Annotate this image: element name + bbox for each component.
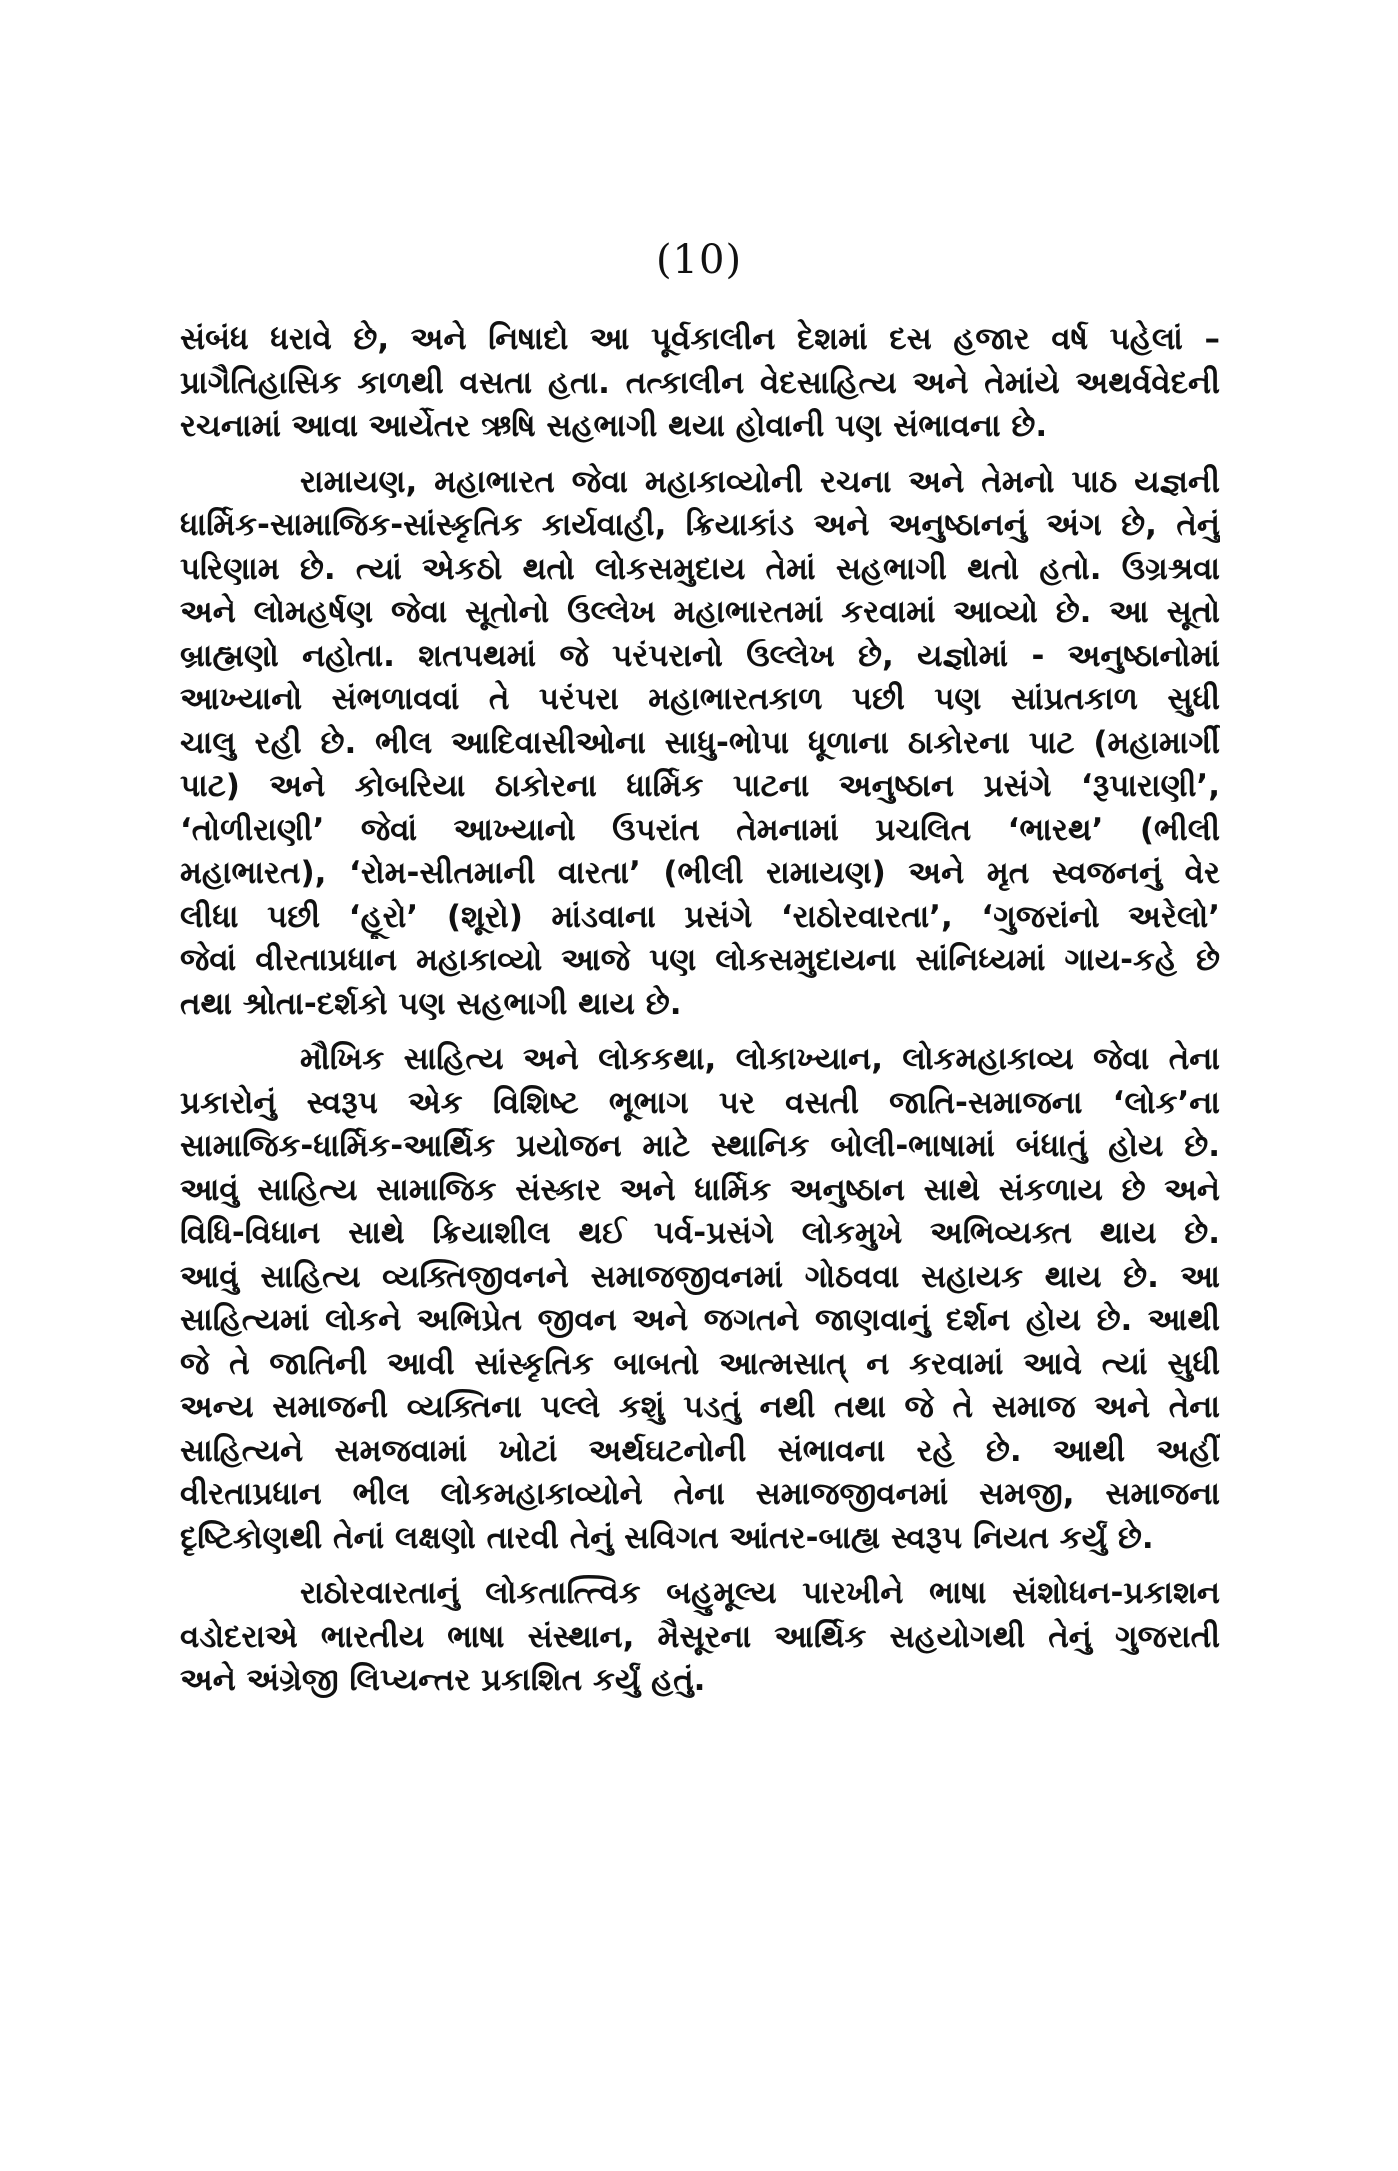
text-line: મૌખિક સાહિત્ય અને લોકકથા, લોકાખ્યાન, લોકમહાકાવ્ય જેવા તેના (300, 1041, 1220, 1077)
text-line: પ્રાગૈતિહાસિક કાળથી વસતા હતા. તત્કાલીન વેદસાહિત્ય અને તેમાંયે અથર્વવેદની (180, 364, 1220, 401)
text-line: આખ્યાનો સંભળાવવાં તે પરંપરા મહાભારતકાળ પછી પણ સાંપ્રતકાળ સુધી (180, 681, 1220, 717)
text-line: અને અંગ્રેજી લિપ્યન્તર પ્રકાશિત કર્યું હતું. (180, 1662, 706, 1698)
text-line: બ્રાહ્મણો નહોતા. શતપથમાં જે પરંપરાનો ઉલ્લેખ છે, યજ્ઞોમાં - અનુષ્ઠાનોમાં (180, 637, 1220, 674)
text-line: ચાલુ રહી છે. ભીલ આદિવાસીઓના સાધુ-ભોપા ધૂળાના ઠાકોરના પાટ (મહામાર્ગી (180, 724, 1220, 761)
paragraph-2 (180, 461, 1220, 1027)
text-line: આવું સાહિત્ય સામાજિક સંસ્કાર અને ધાર્મિક અનુષ્ઠાન સાથે સંકળાય છે અને (180, 1171, 1220, 1208)
body-text (180, 318, 1220, 1703)
text-line: લીધા પછી ‘હૂરો’ (શૂરો) માંડવાના પ્રસંગે ‘રાઠોરવારતા’, ‘ગુજરાંનો અરેલો’ (180, 898, 1220, 935)
text-line: દૃષ્ટિકોણથી તેનાં લક્ષણો તારવી તેનું સવિગત આંતર-બાહ્ય સ્વરૂપ નિયત કર્યું છે. (180, 1519, 1154, 1556)
paragraph-gap (180, 1560, 1220, 1572)
paragraph-4 (180, 1572, 1220, 1703)
paragraph-3 (180, 1038, 1220, 1560)
text-line: મહાભારત), ‘રોમ-સીતમાની વારતા’ (ભીલી રામાયણ) અને મૃત સ્વજનનું વેર (180, 855, 1220, 891)
text-line: તથા શ્રોતા-દર્શકો પણ સહભાગી થાય છે. (180, 985, 682, 1022)
text-line: અને લોમહર્ષણ જેવા સૂતોનો ઉલ્લેખ મહાભારતમાં કરવામાં આવ્યો છે. આ સૂતો (180, 594, 1220, 630)
text-line: પાટ) અને કોબરિયા ઠાકોરના ધાર્મિક પાટના અનુષ્ઠાન પ્રસંગે ‘રૂપારાણી’, (180, 768, 1220, 804)
text-line: વડોદરાએ ભારતીય ભાષા સંસ્થાન, મૈસૂરના આર્થિક સહયોગથી તેનું ગુજરાતી (180, 1618, 1220, 1655)
text-line: રાઠોરવારતાનું લોકતાત્ત્વિક બહુમૂલ્ય પારખીને ભાષા સંશોધન-પ્રકાશન (300, 1575, 1220, 1611)
text-line: જે તે જાતિની આવી સાંસ્કૃતિક બાબતો આત્મસાત્ ન કરવામાં આવે ત્યાં સુધી (180, 1345, 1220, 1382)
text-line: સાહિત્યમાં લોકને અભિપ્રેત જીવન અને જગતને જાણવાનું દર્શન હોય છે. આથી (180, 1302, 1220, 1338)
text-line: જેવાં વીરતાપ્રધાન મહાકાવ્યો આજે પણ લોકસમુદાયના સાંનિધ્યમાં ગાય-કહે છે (180, 942, 1220, 978)
text-line: રચનામાં આવા આર્યેતર ઋષિ સહભાગી થયા હોવાની પણ સંભાવના છે. (180, 408, 1048, 444)
paragraph-gap (180, 1026, 1220, 1038)
text-line: પરિણામ છે. ત્યાં એકઠો થતો લોકસમુદાય તેમાં સહભાગી થતો હતો. ઉગ્રશ્રવા (180, 550, 1220, 587)
text-line: વિધિ-વિધાન સાથે ક્રિયાશીલ થઈ પર્વ-પ્રસંગે લોકમુખે અભિવ્યક્ત થાય છે. (180, 1215, 1220, 1251)
text-line: સંબંધ ધરાવે છે, અને નિષાદો આ પૂર્વકાલીન દેશમાં દસ હજાર વર્ષ પહેલાં – (180, 321, 1220, 357)
text-line: ‘તોળીરાણી’ જેવાં આખ્યાનો ઉપરાંત તેમનામાં પ્રચલિત ‘ભારથ’ (ભીલી (180, 811, 1220, 848)
text-line: આવું સાહિત્ય વ્યક્તિજીવનને સમાજજીવનમાં ગોઠવવા સહાયક થાય છે. આ (180, 1258, 1220, 1295)
text-line: વીરતાપ્રધાન ભીલ લોકમહાકાવ્યોને તેના સમાજજીવનમાં સમજી, સમાજના (180, 1476, 1220, 1512)
text-line: ધાર્મિક-સામાજિક-સાંસ્કૃતિક કાર્યવાહી, ક્રિયાકાંડ અને અનુષ્ઠાનનું અંગ છે, તેનું (180, 507, 1220, 543)
text-line: રામાયણ, મહાભારત જેવા મહાકાવ્યોની રચના અને તેમનો પાઠ યજ્ઞની (300, 463, 1220, 500)
text-line: સામાજિક-ધાર્મિક-આર્થિક પ્રયોજન માટે સ્થાનિક બોલી-ભાષામાં બંધાતું હોય છે. (180, 1128, 1220, 1164)
page-number: (10) (655, 237, 743, 283)
paragraph-gap (180, 449, 1220, 461)
text-line: અન્ય સમાજની વ્યક્તિના પલ્લે કશું પડતું નથી તથા જે તે સમાજ અને તેના (180, 1389, 1220, 1425)
text-line: સાહિત્યને સમજવામાં ખોટાં અર્થઘટનોની સંભાવના રહે છે. આથી અહીં (180, 1432, 1220, 1469)
paragraph-1 (180, 318, 1220, 449)
text-line: પ્રકારોનું સ્વરૂપ એક વિશિષ્ટ ભૂભાગ પર વસતી જાતિ-સમાજના ‘લોક’ના (180, 1084, 1220, 1121)
